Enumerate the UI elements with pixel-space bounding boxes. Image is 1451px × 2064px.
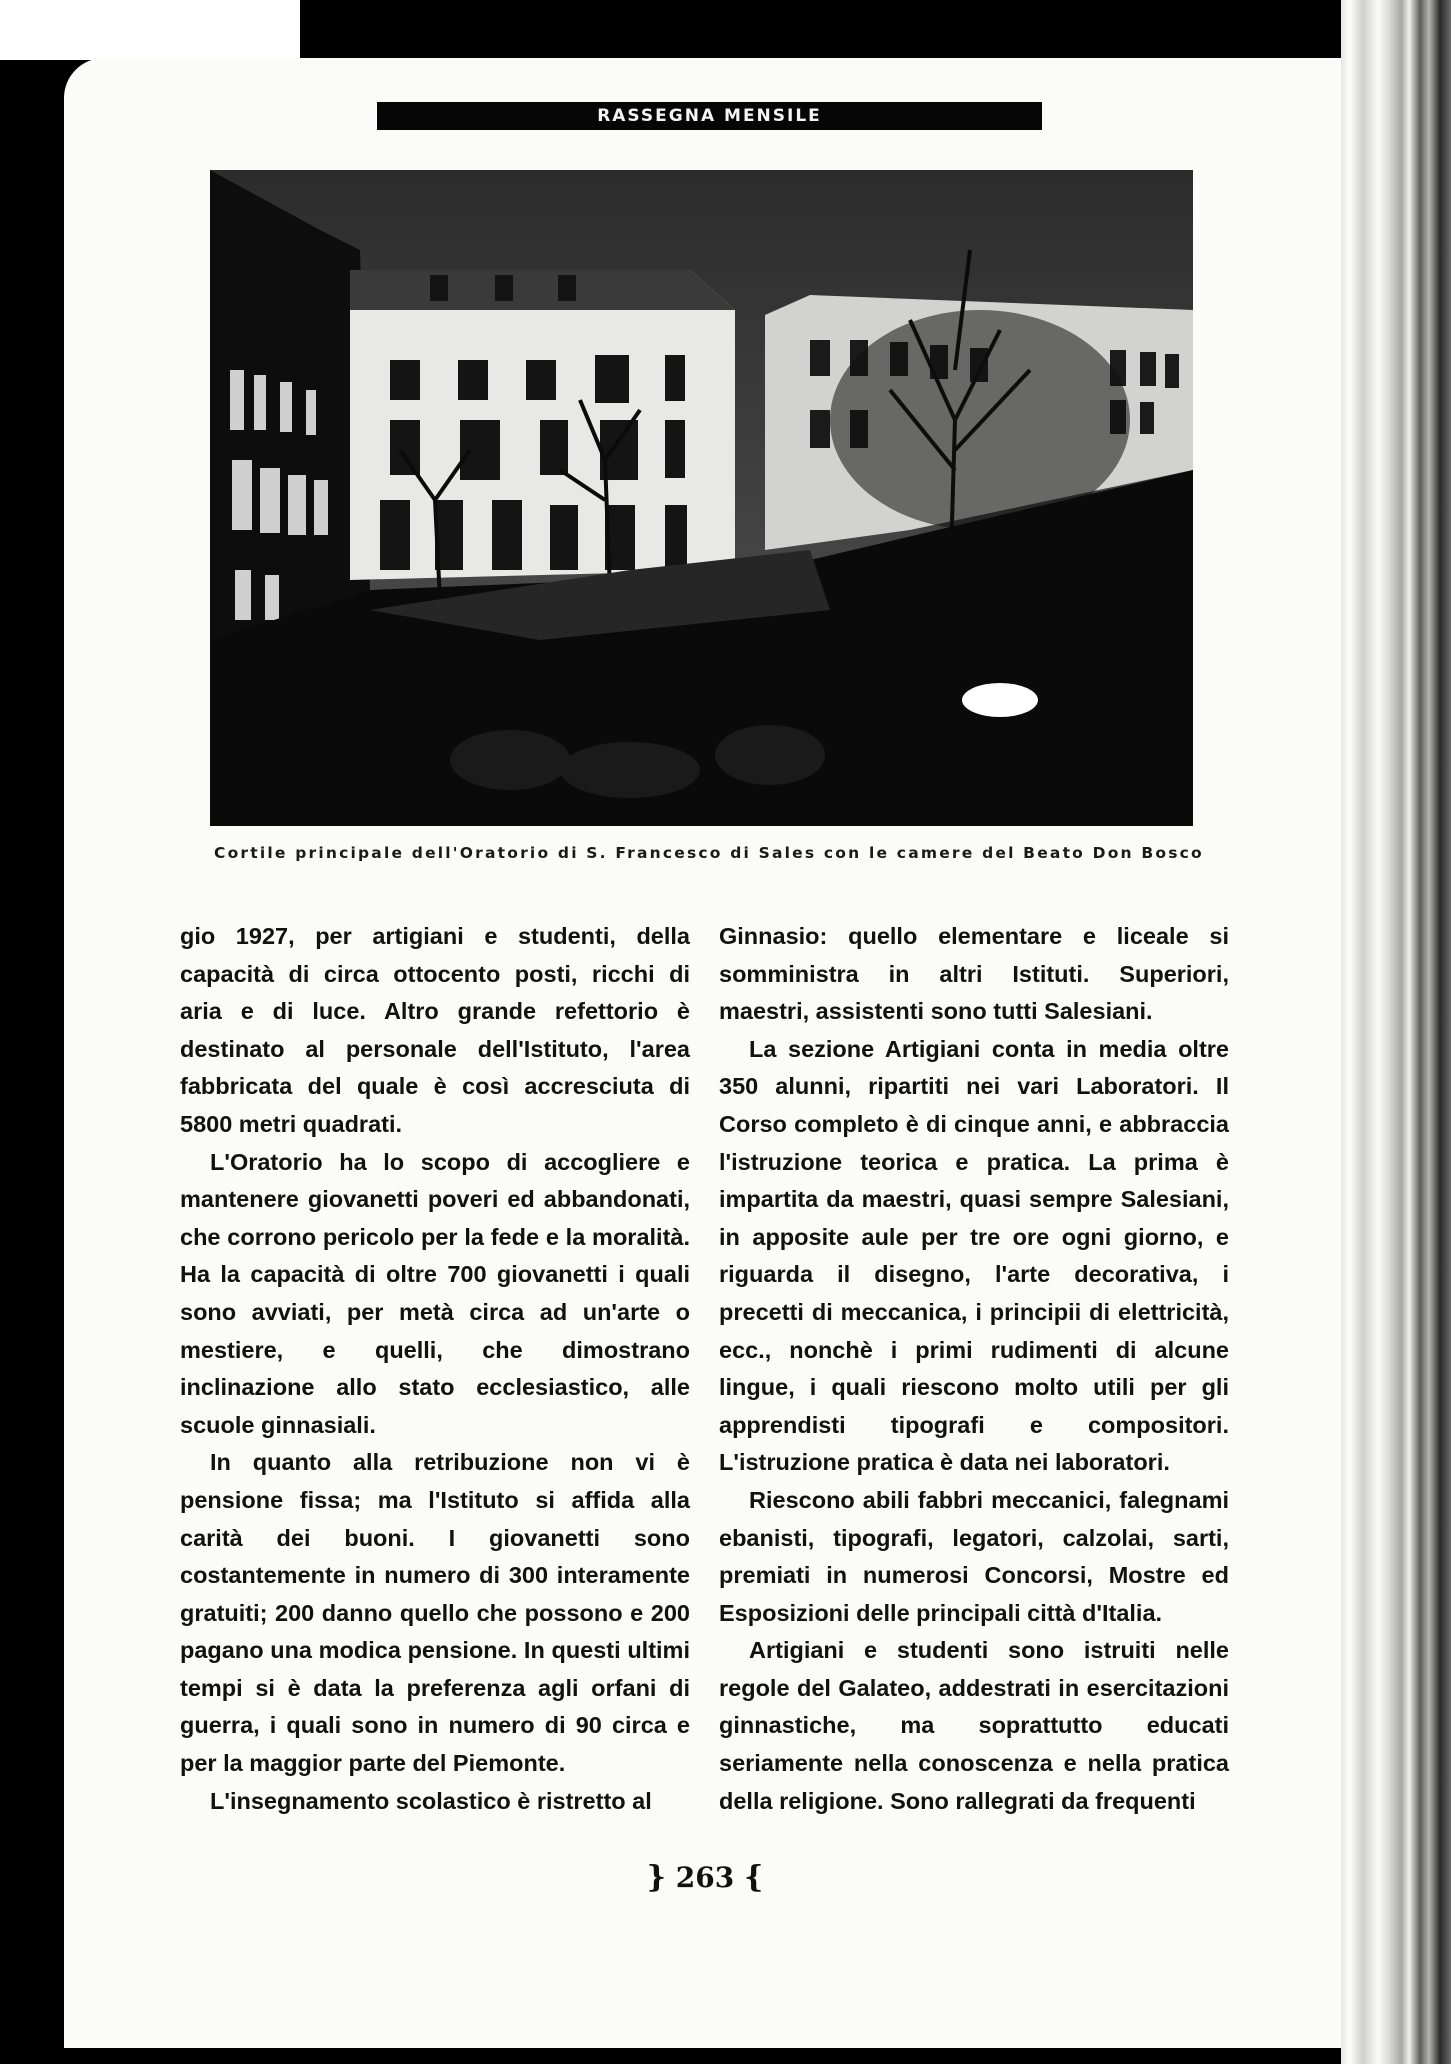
paragraph: Artigiani e studenti sono istruiti nelle regole del Galateo, addestrati in esercitazioni ginnastiche, ma soprattutto educati seriamente nella conoscenza e nella pratica della religione. Sono rallegrati da frequenti xyxy=(719,1637,1229,1814)
paragraph: In quanto alla retribuzione non vi è pensione fissa; ma l'Istituto si affida alla carità dei buoni. I giovanetti sono costantemente in numero di 300 interamente gratuiti; 200 danno quello che possono e 200 pagano una modica pensione. In questi ultimi tempi si è data la preferenza agli orfani di guerra, i quali sono in numero di 90 circa e per la maggior parte del Piemonte. xyxy=(180,1449,690,1777)
book-edge xyxy=(1341,0,1451,2064)
courtyard-photo xyxy=(210,170,1193,826)
paragraph: La sezione Artigiani conta in media oltre 350 alunni, ripartiti nei vari Laboratori. Il Corso completo è di cinque anni, e abbraccia l'istruzione teorica e pratica. La prima è impartita da maestri, quasi sempre Salesiani, in apposite aule per tre ore ogni giorno, e riguarda il disegno, l'arte decorativa, i precetti di meccanica, i principii di elettricità, ecc., nonchè i primi rudimenti di alcune lingue, i quali riescono molto utili per gli apprendisti tipografi e compositori. L'istruzione pratica è data nei laboratori. xyxy=(719,1035,1229,1476)
folio-ornament-left: } xyxy=(646,1860,667,1895)
page-number xyxy=(630,1860,780,1895)
photo-caption: Cortile principale dell'Oratorio di S. Francesco di Sales con le camere del Beato Don Bosco xyxy=(214,844,1204,862)
scan-corner xyxy=(0,0,305,60)
right-column xyxy=(719,918,1229,1820)
running-head: RASSEGNA MENSILE xyxy=(377,102,1042,130)
paragraph: gio 1927, per artigiani e studenti, della capacità di circa ottocento posti, ricchi di aria e di luce. Altro grande refettorio è destinato al personale dell'Istituto, l'area fabbricata del quale è così accresciuta di 5800 metri quadrati. xyxy=(180,923,690,1137)
folio-ornament-right: { xyxy=(743,1860,764,1895)
paragraph: Ginnasio: quello elementare e liceale si somministra in altri Istituti. Superiori, maestri, assistenti sono tutti Salesiani. xyxy=(719,923,1229,1025)
courtyard-photo-graphic xyxy=(210,170,1193,826)
left-column xyxy=(180,918,690,1820)
paragraph: L'insegnamento scolastico è ristretto al xyxy=(210,1787,652,1814)
page-number-value: 263 xyxy=(675,1861,735,1894)
paragraph: L'Oratorio ha lo scopo di accogliere e mantenere giovanetti poveri ed abbandonati, che corrono pericolo per la fede e la moralità. Ha la capacità di oltre 700 giovanetti i quali sono avviati, per metà circa ad un'arte o mestiere, e quelli, che dimostrano inclinazione allo stato ecclesiastico, alle scuole ginnasiali. xyxy=(180,1148,690,1438)
paragraph: Riescono abili fabbri meccanici, falegnami ebanisti, tipografi, legatori, calzolai, sarti, premiati in numerosi Concorsi, Mostre ed Esposizioni delle principali città d'Italia. xyxy=(719,1486,1229,1626)
